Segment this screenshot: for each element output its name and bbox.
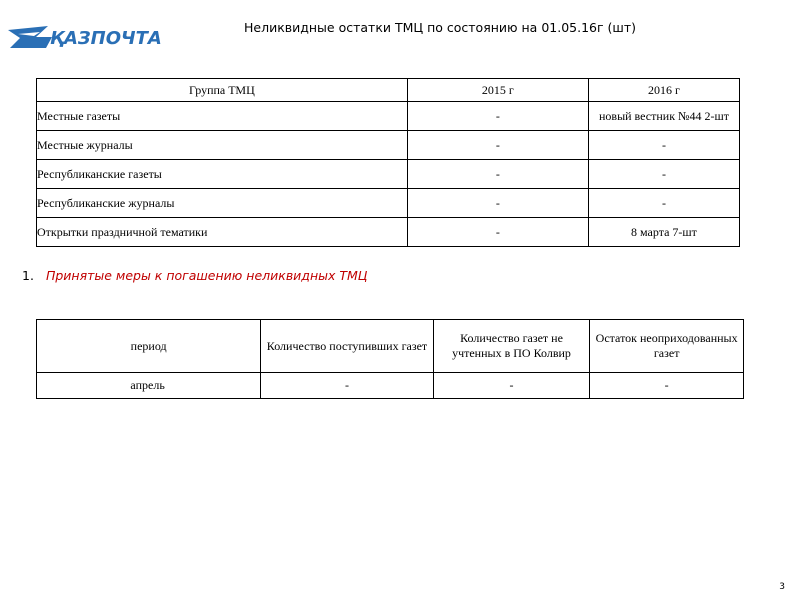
header-received: Количество поступивших газет xyxy=(261,320,433,373)
header-remaining: Остаток неоприходованных газет xyxy=(590,320,744,373)
section-number: 1. xyxy=(22,268,34,283)
cell-remaining: - xyxy=(590,373,744,399)
table-row xyxy=(37,160,740,189)
table-row xyxy=(37,189,740,218)
cell-2015: - xyxy=(407,102,588,131)
cell-period: апрель xyxy=(37,373,261,399)
section-heading xyxy=(22,268,368,283)
measures-table xyxy=(36,319,744,399)
cell-2016: 8 марта 7-шт xyxy=(588,218,739,247)
cell-group: Местные газеты xyxy=(37,102,408,131)
cell-2016: - xyxy=(588,131,739,160)
tmc-table xyxy=(36,78,740,247)
cell-2015: - xyxy=(407,218,588,247)
cell-2015: - xyxy=(407,131,588,160)
cell-group: Местные журналы xyxy=(37,131,408,160)
cell-2016: - xyxy=(588,189,739,218)
table-header-row xyxy=(37,79,740,102)
page-number: 3 xyxy=(779,582,785,592)
kazpost-logo xyxy=(6,24,186,50)
header-2015: 2015 г xyxy=(407,79,588,102)
cell-group: Республиканские газеты xyxy=(37,160,408,189)
page-title: Неликвидные остатки ТМЦ по состоянию на 01.05.16г (шт) xyxy=(244,20,636,35)
header-2016: 2016 г xyxy=(588,79,739,102)
table-row xyxy=(37,131,740,160)
cell-2016: новый вестник №44 2-шт xyxy=(588,102,739,131)
table-row xyxy=(37,218,740,247)
cell-2015: - xyxy=(407,189,588,218)
cell-unaccounted: - xyxy=(433,373,590,399)
header-unaccounted: Количество газет не учтенных в ПО Колвир xyxy=(433,320,590,373)
cell-group: Открытки праздничной тематики xyxy=(37,218,408,247)
section-text: Принятые меры к погашению неликвидных ТМЦ xyxy=(45,268,368,283)
header-period: период xyxy=(37,320,261,373)
cell-received: - xyxy=(261,373,433,399)
cell-2016: - xyxy=(588,160,739,189)
cell-group: Республиканские журналы xyxy=(37,189,408,218)
table-row xyxy=(37,373,744,399)
table-header-row xyxy=(37,320,744,373)
cell-2015: - xyxy=(407,160,588,189)
header-group: Группа ТМЦ xyxy=(37,79,408,102)
table-row xyxy=(37,102,740,131)
logo-text: ҚАЗПОЧТА xyxy=(50,28,162,49)
